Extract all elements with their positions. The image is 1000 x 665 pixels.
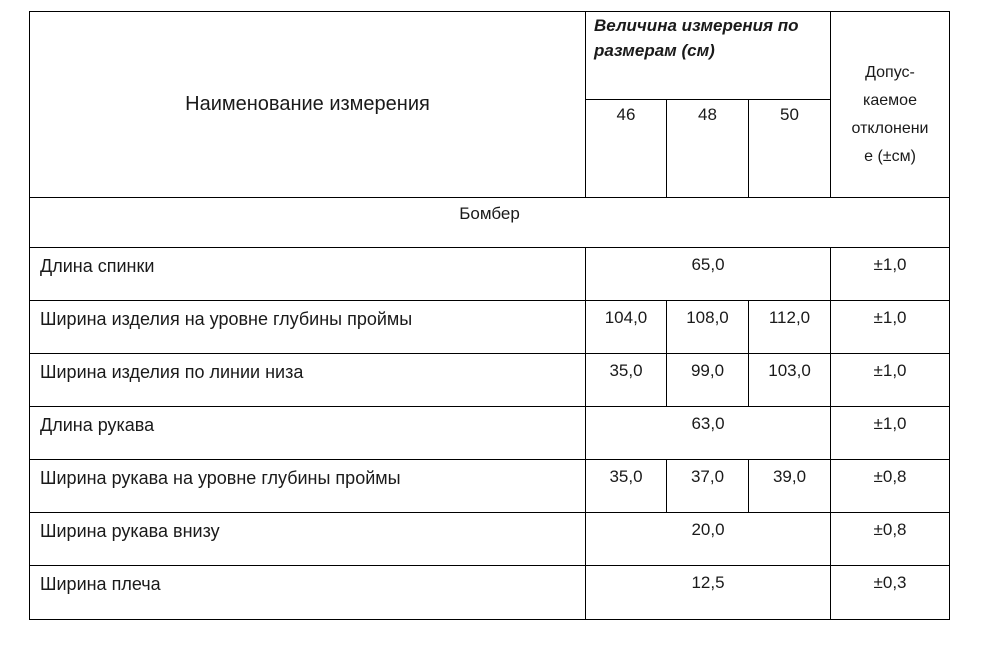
row-value-46: 104,0 — [586, 301, 667, 354]
row-value-48: 99,0 — [667, 354, 749, 407]
row-value-50: 103,0 — [749, 354, 831, 407]
row-value-48: 37,0 — [667, 460, 749, 513]
size-46: 46 — [586, 100, 667, 198]
table-row — [30, 566, 950, 620]
row-tolerance: ±1,0 — [831, 301, 950, 354]
table-row — [30, 354, 950, 407]
row-name: Длина спинки — [30, 248, 586, 301]
size-48: 48 — [667, 100, 749, 198]
tolerance-line-4: е (±см) — [864, 148, 916, 165]
header-tolerance — [831, 12, 950, 198]
row-value: 20,0 — [586, 513, 831, 566]
row-value: 65,0 — [586, 248, 831, 301]
row-tolerance: ±1,0 — [831, 407, 950, 460]
row-value-46: 35,0 — [586, 354, 667, 407]
table-row — [30, 248, 950, 301]
table-row — [30, 460, 950, 513]
row-tolerance: ±0,8 — [831, 460, 950, 513]
row-name: Ширина изделия на уровне глубины проймы — [30, 301, 586, 354]
row-tolerance: ±1,0 — [831, 354, 950, 407]
table-row — [30, 301, 950, 354]
row-name: Ширина рукава на уровне глубины проймы — [30, 460, 586, 513]
row-name: Ширина плеча — [30, 566, 586, 620]
row-tolerance: ±1,0 — [831, 248, 950, 301]
row-value-48: 108,0 — [667, 301, 749, 354]
tolerance-line-2: каемое — [863, 92, 917, 109]
header-row — [30, 12, 950, 100]
section-row — [30, 198, 950, 248]
row-value-50: 39,0 — [749, 460, 831, 513]
tolerance-line-1: Допус- — [865, 64, 915, 81]
row-value-46: 35,0 — [586, 460, 667, 513]
row-tolerance: ±0,8 — [831, 513, 950, 566]
row-value: 63,0 — [586, 407, 831, 460]
row-value-50: 112,0 — [749, 301, 831, 354]
row-name: Ширина изделия по линии низа — [30, 354, 586, 407]
section-title: Бомбер — [30, 198, 950, 248]
measurement-table — [29, 11, 950, 620]
table-row — [30, 407, 950, 460]
row-name: Длина рукава — [30, 407, 586, 460]
row-tolerance: ±0,3 — [831, 566, 950, 620]
header-size-group: Величина измерения по размерам (см) — [586, 12, 831, 100]
row-value: 12,5 — [586, 566, 831, 620]
tolerance-line-3: отклонени — [851, 120, 929, 137]
size-50: 50 — [749, 100, 831, 198]
header-measurement-name: Наименование измерения — [30, 12, 586, 198]
row-name: Ширина рукава внизу — [30, 513, 586, 566]
table-row — [30, 513, 950, 566]
